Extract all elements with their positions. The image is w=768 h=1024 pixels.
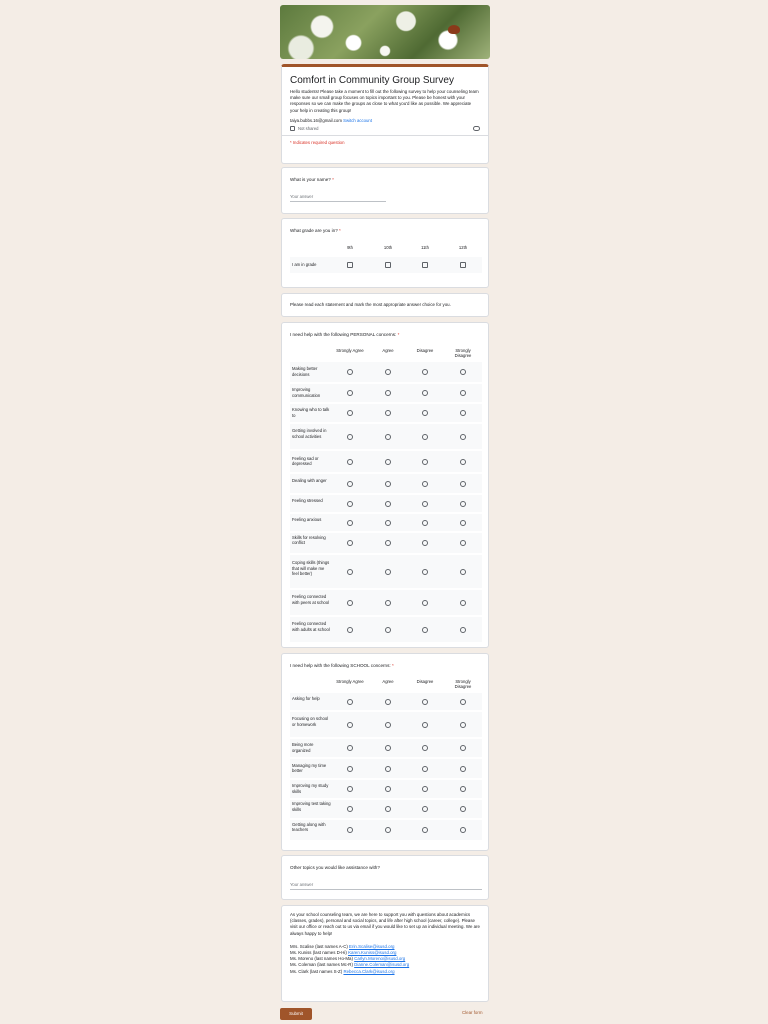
answer-radio[interactable] <box>460 369 466 375</box>
not-shared-icon <box>290 126 295 131</box>
answer-radio[interactable] <box>422 600 428 606</box>
answer-radio[interactable] <box>347 459 353 465</box>
question-personal <box>281 322 489 648</box>
other-topics-input[interactable]: Your answer <box>290 882 482 890</box>
answer-radio[interactable] <box>385 434 391 440</box>
answer-radio[interactable] <box>460 390 466 396</box>
answer-radio[interactable] <box>460 827 466 833</box>
answer-radio[interactable] <box>347 627 353 633</box>
column-header: Agree <box>382 679 394 684</box>
answer-radio[interactable] <box>385 722 391 728</box>
grid-row <box>290 555 482 588</box>
column-header: Disagree <box>416 679 434 684</box>
answer-radio[interactable] <box>385 569 391 575</box>
form-description: Hello students! Please take a moment to fill out the following survey to help your counseling team make sure our small group focuses on topics important to you. Please be honest with your responses so we can make the groups as close to what you'd like as possible. We appreciate your help in creating this group! <box>290 89 479 113</box>
answer-radio[interactable] <box>347 501 353 507</box>
answer-radio[interactable] <box>347 745 353 751</box>
answer-radio[interactable] <box>385 540 391 546</box>
answer-radio[interactable] <box>347 786 353 792</box>
form-header-card <box>281 64 489 164</box>
contact-intro: As your school counseling team, we are here to support you with questions about academics (classes, grades), personal and social topics, and life after high school (career, college). Please visit our office or reach out to us via email if you would like to set up an individual meeting. We are always happy to help! <box>290 912 480 936</box>
answer-radio[interactable] <box>385 806 391 812</box>
grid-row <box>290 384 482 402</box>
contact-person-label: Ms. Kuniss (last names D-Hi) <box>290 950 349 956</box>
answer-radio[interactable] <box>385 745 391 751</box>
question-grade <box>281 218 489 288</box>
column-header: 9th <box>347 245 353 250</box>
row-label: Focusing on school or homework <box>292 716 329 727</box>
answer-radio[interactable] <box>385 786 391 792</box>
answer-radio[interactable] <box>460 501 466 507</box>
grid-row <box>290 533 482 553</box>
contact-person-label: Ms. Clark (last names S-Z) <box>290 968 344 974</box>
answer-radio[interactable] <box>460 520 466 526</box>
school-grid <box>290 676 482 848</box>
answer-radio[interactable] <box>347 520 353 526</box>
answer-radio[interactable] <box>422 434 428 440</box>
row-label: Feeling connected with peers at school <box>292 594 330 605</box>
contact-email-link[interactable]: Karen.Kuniss@isusd.org <box>348 950 397 956</box>
answer-radio[interactable] <box>460 459 466 465</box>
grid-row <box>290 495 482 512</box>
question-title: What is your name? * <box>290 177 334 182</box>
answer-radio[interactable] <box>347 410 353 416</box>
answer-radio[interactable] <box>422 699 428 705</box>
question-name <box>281 167 489 214</box>
grid-row <box>290 362 482 382</box>
grid-row <box>290 451 482 472</box>
answer-radio[interactable] <box>385 827 391 833</box>
column-header: Strongly Disagree <box>454 679 472 689</box>
row-label: I am in grade <box>292 262 317 268</box>
row-label: Coping skills (things that will make me feel better) <box>292 560 330 577</box>
answer-radio[interactable] <box>385 369 391 375</box>
personal-grid <box>290 345 482 645</box>
name-input[interactable]: Your answer <box>290 194 386 202</box>
contact-email-link[interactable]: Carlyn.Moreno@isusd.org <box>354 956 406 962</box>
contact-person <box>290 969 480 975</box>
answer-radio[interactable] <box>422 540 428 546</box>
grid-row <box>290 257 482 273</box>
question-title: Other topics you would like assistance with? <box>290 865 380 870</box>
answer-radio[interactable] <box>385 699 391 705</box>
grid-row <box>290 617 482 642</box>
butterfly-graphic <box>448 25 460 34</box>
row-label: Feeling stressed <box>292 497 323 503</box>
answer-radio[interactable] <box>347 806 353 812</box>
answer-radio[interactable] <box>460 699 466 705</box>
column-header: Strongly Disagree <box>454 348 472 358</box>
answer-radio[interactable] <box>385 459 391 465</box>
column-header: 10th <box>383 245 393 250</box>
question-title: What grade are you in? * <box>290 228 341 233</box>
row-label: Skills for resolving conflict <box>292 534 326 546</box>
answer-radio[interactable] <box>422 390 428 396</box>
row-label: Knowing who to talk to <box>292 407 330 418</box>
answer-radio[interactable] <box>347 481 353 487</box>
grid-row <box>290 820 482 840</box>
grade-checkbox[interactable] <box>347 262 353 268</box>
answer-radio[interactable] <box>422 501 428 507</box>
answer-radio[interactable] <box>385 600 391 606</box>
required-note: * Indicates required question <box>290 139 345 145</box>
answer-radio[interactable] <box>422 766 428 772</box>
grade-grid <box>290 243 482 283</box>
grid-row <box>290 739 482 757</box>
not-shared-label: Not shared <box>298 125 319 131</box>
question-other <box>281 855 489 900</box>
row-label: Asking for help <box>292 695 320 701</box>
column-header: Agree <box>382 348 394 353</box>
answer-radio[interactable] <box>460 627 466 633</box>
answer-radio[interactable] <box>460 766 466 772</box>
switch-account-link[interactable]: Switch account <box>343 117 373 123</box>
answer-radio[interactable] <box>460 806 466 812</box>
answer-radio[interactable] <box>422 745 428 751</box>
answer-radio[interactable] <box>422 722 428 728</box>
account-email: taiya.bubbs.16@gmail.com <box>290 117 342 123</box>
answer-radio[interactable] <box>422 369 428 375</box>
answer-radio[interactable] <box>460 540 466 546</box>
account-line <box>282 114 488 123</box>
row-label: Feeling connected with adults at school <box>292 621 330 632</box>
grid-row <box>290 712 482 737</box>
answer-radio[interactable] <box>460 786 466 792</box>
column-header: Strongly Agree <box>336 679 364 684</box>
column-header: Strongly Agree <box>336 348 364 353</box>
contact-email-link[interactable]: Rebecca.Clark@isusd.org <box>343 968 395 974</box>
grid-row <box>290 424 482 449</box>
answer-radio[interactable] <box>460 600 466 606</box>
grid-row <box>290 590 482 615</box>
contact-card <box>281 905 489 1002</box>
instructions-card <box>281 293 489 317</box>
answer-radio[interactable] <box>385 501 391 507</box>
answer-radio[interactable] <box>385 766 391 772</box>
contact-email-link[interactable]: Erin.Scalise@isusd.org <box>349 943 395 949</box>
question-school <box>281 653 489 851</box>
grade-checkbox[interactable] <box>422 262 428 268</box>
answer-radio[interactable] <box>460 410 466 416</box>
answer-radio[interactable] <box>385 410 391 416</box>
answer-radio[interactable] <box>385 520 391 526</box>
answer-radio[interactable] <box>460 745 466 751</box>
grid-row <box>290 514 482 531</box>
question-title: I need help with the following SCHOOL concerns: * <box>290 663 394 668</box>
clear-form-link[interactable]: Clear form <box>462 1010 483 1015</box>
answer-radio[interactable] <box>347 540 353 546</box>
answer-radio[interactable] <box>422 410 428 416</box>
cloud-save-icon <box>473 126 480 131</box>
answer-radio[interactable] <box>347 827 353 833</box>
contact-person-label: Mrs. Scalise (last names A-C) <box>290 943 350 949</box>
row-label: Making better decisions <box>292 366 318 377</box>
answer-radio[interactable] <box>460 434 466 440</box>
grid-row <box>290 404 482 422</box>
grid-row <box>290 759 482 778</box>
answer-radio[interactable] <box>347 699 353 705</box>
answer-radio[interactable] <box>347 722 353 728</box>
submit-button[interactable]: Submit <box>280 1008 312 1020</box>
question-title: I need help with the following PERSONAL concerns: * <box>290 332 400 337</box>
answer-radio[interactable] <box>422 569 428 575</box>
answer-radio[interactable] <box>347 600 353 606</box>
row-label: Managing my time better <box>292 762 327 774</box>
grid-row <box>290 474 482 493</box>
column-header: Disagree <box>416 348 434 353</box>
grid-row <box>290 780 482 798</box>
row-label: Improving my study skills <box>292 783 329 794</box>
form-title: Comfort in Community Group Survey <box>290 75 454 86</box>
grid-row <box>290 800 482 818</box>
row-label: Feeling anxious <box>292 516 322 522</box>
answer-radio[interactable] <box>385 481 391 487</box>
answer-radio[interactable] <box>385 390 391 396</box>
answer-radio[interactable] <box>460 481 466 487</box>
row-label: Feeling sad or depressed <box>292 455 319 467</box>
header-banner-image <box>280 5 490 59</box>
row-label: Improving test taking skills <box>292 801 331 812</box>
row-label: Getting involved in school activities <box>292 428 327 439</box>
not-shared-row <box>282 123 488 135</box>
answer-radio[interactable] <box>422 806 428 812</box>
answer-radio[interactable] <box>422 827 428 833</box>
answer-radio[interactable] <box>385 627 391 633</box>
answer-radio[interactable] <box>347 434 353 440</box>
row-label: Dealing with anger <box>292 477 327 483</box>
answer-radio[interactable] <box>422 481 428 487</box>
column-header: 12th <box>458 245 468 250</box>
answer-radio[interactable] <box>347 569 353 575</box>
contact-person-label: Ms. Coleman (last names Mc-R) <box>290 962 355 968</box>
contact-body <box>282 906 488 981</box>
contact-person-label: Ms. Moreno (last names Ho-Ma) <box>290 956 355 962</box>
answer-radio[interactable] <box>347 369 353 375</box>
answer-radio[interactable] <box>422 520 428 526</box>
grid-row <box>290 693 482 710</box>
grade-checkbox[interactable] <box>385 262 391 268</box>
answer-radio[interactable] <box>422 786 428 792</box>
answer-radio[interactable] <box>422 459 428 465</box>
answer-radio[interactable] <box>347 766 353 772</box>
row-label: Improving communication <box>292 387 321 398</box>
contact-email-link[interactable]: Dianne.Coleman@isusd.org <box>354 962 410 968</box>
column-header: 11th <box>421 245 429 250</box>
answer-radio[interactable] <box>460 569 466 575</box>
grade-checkbox[interactable] <box>460 262 466 268</box>
row-label: Getting along with teachers <box>292 821 326 833</box>
answer-radio[interactable] <box>460 722 466 728</box>
answer-radio[interactable] <box>347 390 353 396</box>
answer-radio[interactable] <box>422 627 428 633</box>
instructions-text: Please read each statement and mark the most appropriate answer choice for you. <box>290 302 451 307</box>
row-label: Being more organized <box>292 742 314 753</box>
